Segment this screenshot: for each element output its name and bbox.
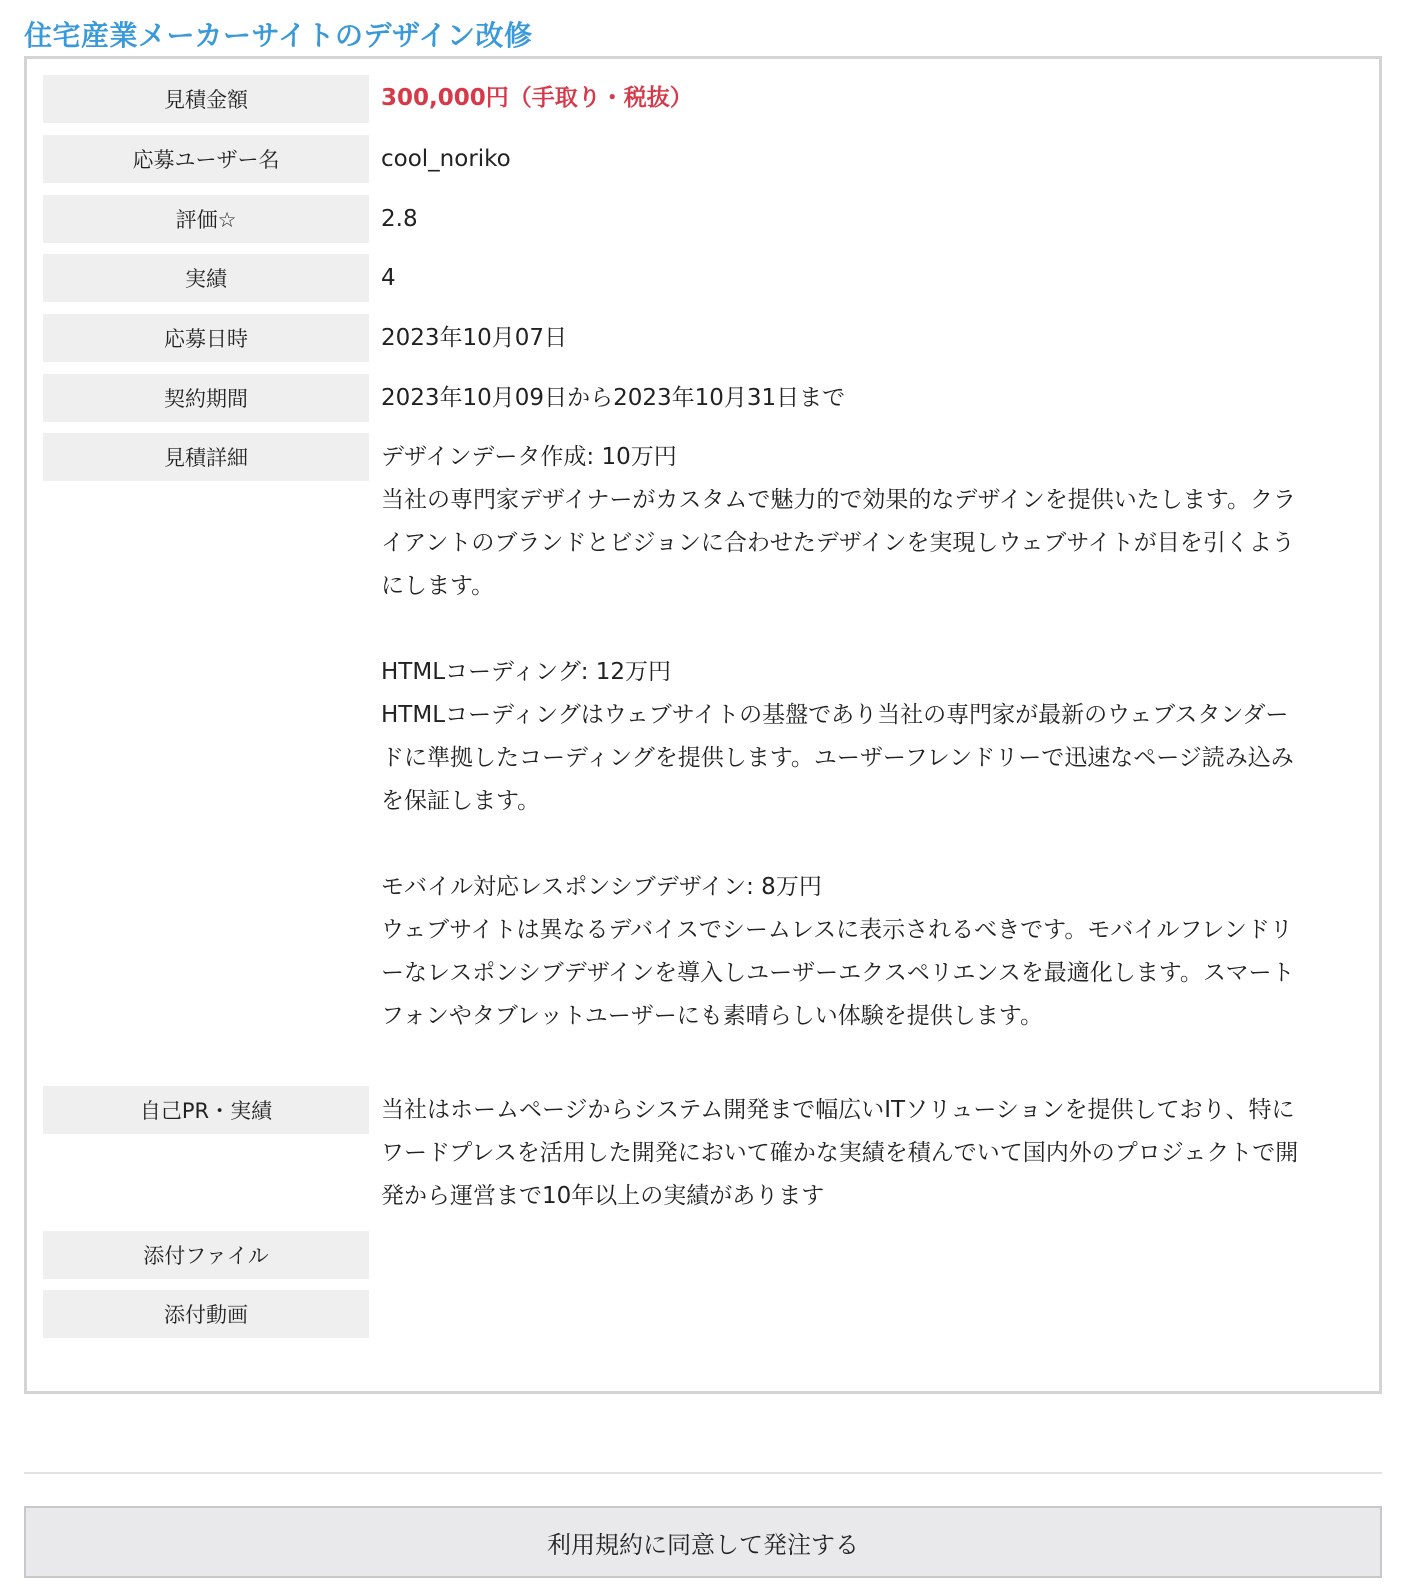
attachment-video-label: 添付動画 bbox=[43, 1290, 369, 1338]
track-record-value: 4 bbox=[381, 265, 396, 291]
contract-period-value: 2023年10月09日から2023年10月31日まで bbox=[381, 385, 846, 411]
self-pr-label: 自己PR・実績 bbox=[43, 1086, 369, 1134]
applicant-value: cool_noriko bbox=[381, 146, 511, 172]
estimate-amount-value: 300,000円（手取り・税抜） bbox=[381, 85, 693, 111]
page-title: 住宅産業メーカーサイトのデザイン改修 bbox=[24, 19, 533, 52]
attachment-file-label: 添付ファイル bbox=[43, 1231, 369, 1279]
applied-date-value: 2023年10月07日 bbox=[381, 325, 568, 351]
estimate-detail-value: デザインデータ作成: 10万円 当社の専門家デザイナーがカスタムで魅力的で効果的なデザインを提供いたします。クライアントのブランドとビジョンに合わせたデザインを実現しウェブサイトが目を引くようにします。 HTMLコーディング: 12万円 HTMLコーディングはウェブサイトの基盤であり当社の専門家が最新のウェブスタンダードに準拠したコーディングを提供します。ユーザーフレンドリーで迅速なページ読み込みを保証します。 モバイル対応レスポンシブデザイン: 8万円 ウェブサイトは異なるデバイスでシームレスに表示されるべきです。モバイルフレンドリーなレスポンシブデザインを導入しユーザーエクスペリエンスを最適化します。スマートフォンやタブレットユーザーにも素晴らしい体験を提供します。 bbox=[381, 444, 1296, 1029]
estimate-details-panel bbox=[24, 56, 1382, 1394]
agree-and-order-button[interactable]: 利用規約に同意して発注する bbox=[24, 1506, 1382, 1578]
estimate-detail-label: 見積詳細 bbox=[43, 433, 369, 481]
attachment-file-value bbox=[381, 1231, 1311, 1234]
contract-period-label: 契約期間 bbox=[43, 374, 369, 422]
divider bbox=[24, 1472, 1382, 1474]
track-record-label: 実績 bbox=[43, 254, 369, 302]
rating-value: 2.8 bbox=[381, 206, 418, 232]
self-pr-value: 当社はホームページからシステム開発まで幅広いITソリューションを提供しており、特にワードプレスを活用した開発において確かな実績を積んでいて国内外のプロジェクトで開発から運営まで10年以上の実績があります bbox=[381, 1097, 1299, 1209]
applied-date-label: 応募日時 bbox=[43, 314, 369, 362]
rating-label: 評価☆ bbox=[43, 195, 369, 243]
estimate-amount-label: 見積金額 bbox=[43, 75, 369, 123]
applicant-label: 応募ユーザー名 bbox=[43, 135, 369, 183]
attachment-video-value bbox=[381, 1290, 1311, 1293]
